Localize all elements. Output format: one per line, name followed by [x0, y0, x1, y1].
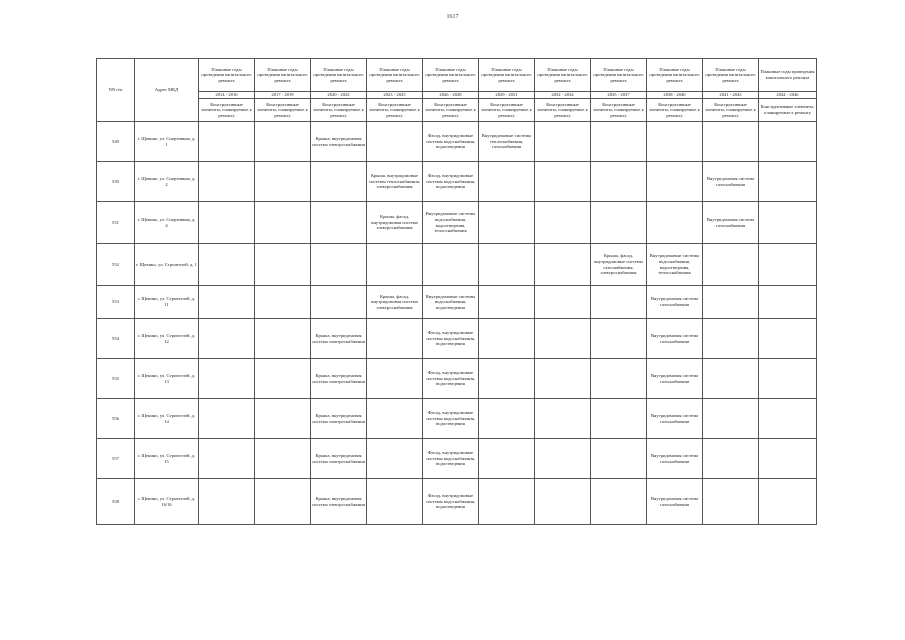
planned-work-cell — [311, 202, 367, 244]
planned-work-cell — [535, 439, 591, 479]
planned-work-cell — [591, 439, 647, 479]
table-body — [97, 122, 817, 525]
planned-work-cell — [199, 319, 255, 359]
planned-work-cell — [255, 286, 311, 319]
planned-work-cell: Фасад, внутридомовые системы водоснабжения, водоотведения — [423, 479, 479, 525]
planned-work-cell — [535, 244, 591, 286]
row-number: 553 — [97, 286, 135, 319]
planned-work-cell — [199, 439, 255, 479]
planned-work-cell: Внутридомовые системы водоснабжения, водоотведения — [423, 286, 479, 319]
elements-header: Конструктивные элементы, планируемые к ремонту — [199, 99, 255, 122]
planned-work-cell — [479, 399, 535, 439]
planned-work-cell — [759, 319, 817, 359]
planned-work-cell — [759, 244, 817, 286]
planned-work-cell — [535, 122, 591, 162]
planned-work-cell — [311, 286, 367, 319]
planned-work-cell — [367, 439, 423, 479]
table-row — [97, 479, 817, 525]
period-header: Плановые годы проведения капитального ремонта — [311, 59, 367, 92]
planned-work-cell — [255, 162, 311, 202]
table-row — [97, 202, 817, 244]
planned-work-cell — [479, 162, 535, 202]
planned-work-cell — [703, 439, 759, 479]
planned-work-cell — [535, 162, 591, 202]
planned-work-cell — [199, 286, 255, 319]
period-range: 2020 - 2022 — [311, 92, 367, 99]
planned-work-cell — [535, 286, 591, 319]
row-number: 554 — [97, 319, 135, 359]
planned-work-cell — [199, 244, 255, 286]
period-range: 2044 - 2046 — [759, 92, 817, 99]
planned-work-cell — [647, 162, 703, 202]
planned-work-cell — [703, 286, 759, 319]
period-range: 2032 - 2034 — [535, 92, 591, 99]
planned-work-cell — [647, 122, 703, 162]
table-row — [97, 359, 817, 399]
planned-work-cell — [199, 399, 255, 439]
row-number: 551 — [97, 202, 135, 244]
planned-work-cell: Внутридомовая система газоснабжения — [703, 162, 759, 202]
planned-work-cell: Внутридомовая система газоснабжения — [647, 439, 703, 479]
table-row — [97, 244, 817, 286]
planned-work-cell — [479, 244, 535, 286]
planned-work-cell — [759, 439, 817, 479]
elements-header: Конструктивные элементы, планируемые к ремонту — [255, 99, 311, 122]
planned-work-cell: Крыша, фасад, внутридомовые системы газоснабжения, электроснабжения — [591, 244, 647, 286]
planned-work-cell — [199, 479, 255, 525]
planned-work-cell — [759, 122, 817, 162]
elements-header: Конструктивные элементы, планируемые к ремонту — [479, 99, 535, 122]
period-header: Плановые годы проведения капитального ремонта — [535, 59, 591, 92]
table-row — [97, 286, 817, 319]
row-address: г. Щекино, ул. Строителей, д. 14 — [135, 399, 199, 439]
period-header: Плановые годы проведения капитального ремонта — [199, 59, 255, 92]
planned-work-cell: Крыша, внутридомовая система электроснабжения — [311, 319, 367, 359]
elements-header: Конструктивные элементы, планируемые к ремонту — [367, 99, 423, 122]
row-address: г. Щекино, ул. Строителей, д. 12 — [135, 319, 199, 359]
planned-work-cell — [703, 399, 759, 439]
period-range: 2017 - 2019 — [255, 92, 311, 99]
planned-work-cell — [255, 202, 311, 244]
row-address: г. Щекино, ул. Строителей, д. 16/16 — [135, 479, 199, 525]
planned-work-cell — [535, 359, 591, 399]
planned-work-cell — [535, 479, 591, 525]
planned-work-cell — [199, 359, 255, 399]
row-address: г. Щекино, ул. Строителей, д. 11 — [135, 286, 199, 319]
planned-work-cell — [255, 479, 311, 525]
planned-work-cell: Внутридомовая система газоснабжения — [647, 319, 703, 359]
planned-work-cell: Крыша, внутридомовая система электроснабжения — [311, 122, 367, 162]
elements-header: Конструктивные элементы, планируемые к ремонту — [311, 99, 367, 122]
elements-header: Конструктивные элементы, планируемые к ремонту — [591, 99, 647, 122]
planned-work-cell — [759, 479, 817, 525]
row-number: 556 — [97, 399, 135, 439]
num-header: NN п/п — [97, 59, 135, 122]
row-address: г. Щекино, ул. Спортивная, д. 1 — [135, 122, 199, 162]
table-row — [97, 122, 817, 162]
row-number: 549 — [97, 122, 135, 162]
planned-work-cell: Крыша, фасад, внутридомовая система электроснабжения — [367, 286, 423, 319]
planned-work-cell: Фасад, внутридомовые системы водоснабжения, водоотведения — [423, 319, 479, 359]
planned-work-cell: Крыша, внутридомовая система электроснабжения — [311, 479, 367, 525]
planned-work-cell: Внутридомовая система газоснабжения — [647, 399, 703, 439]
elements-header: Конструктивные элементы, планируемые к ремонту — [423, 99, 479, 122]
row-number: 557 — [97, 439, 135, 479]
planned-work-cell — [759, 286, 817, 319]
period-header: Плановые годы проведения капитального ремонта — [479, 59, 535, 92]
period-header: Плановые годы проведения капитального ремонта — [647, 59, 703, 92]
period-range: 2014 - 2016 — [199, 92, 255, 99]
planned-work-cell — [759, 399, 817, 439]
planned-work-cell — [591, 286, 647, 319]
planned-work-cell — [311, 244, 367, 286]
planned-work-cell: Фасад, внутридомовые системы водоснабжения, водоотведения — [423, 439, 479, 479]
row-address: г. Щекино, ул. Спортивная, д. 2 — [135, 162, 199, 202]
period-range: 2038 - 2040 — [647, 92, 703, 99]
planned-work-cell — [255, 439, 311, 479]
planned-work-cell — [479, 479, 535, 525]
page-number: 1617 — [446, 14, 459, 20]
planned-work-cell — [255, 399, 311, 439]
planned-work-cell: Фасад, внутридомовые системы водоснабжения, водоотведения — [423, 359, 479, 399]
period-range: 2035 - 2037 — [591, 92, 647, 99]
table-header — [97, 59, 817, 122]
planned-work-cell — [591, 162, 647, 202]
planned-work-cell — [759, 359, 817, 399]
period-range: 2023 - 2025 — [367, 92, 423, 99]
row-number: 552 — [97, 244, 135, 286]
row-address: г. Щекино, ул. Строителей, д. 1 — [135, 244, 199, 286]
planned-work-cell — [703, 122, 759, 162]
planned-work-cell: Крыша, фасад, внутридомовая система электроснабжения — [367, 202, 423, 244]
table-row — [97, 319, 817, 359]
elements-header: Конструктивные элементы, планируемые к ремонту — [759, 99, 817, 122]
planned-work-cell — [479, 286, 535, 319]
period-header: Плановые годы проведения капитального ремонта — [423, 59, 479, 92]
planned-work-cell — [535, 202, 591, 244]
planned-work-cell — [591, 399, 647, 439]
row-number: 550 — [97, 162, 135, 202]
planned-work-cell: Фасад, внутридомовые системы водоснабжения, водоотведения — [423, 162, 479, 202]
planned-work-cell: Фасад, внутридомовые системы водоснабжения, водоотведения — [423, 399, 479, 439]
planned-work-cell — [199, 202, 255, 244]
planned-work-cell — [703, 359, 759, 399]
planned-work-cell — [199, 122, 255, 162]
planned-work-cell — [367, 244, 423, 286]
planned-work-cell: Крыша, внутридомовая система электроснабжения — [311, 439, 367, 479]
capital-repair-plan-table — [96, 58, 817, 525]
address-header: Адрес МКД — [135, 59, 199, 122]
period-header: Плановые годы проведения капитального ремонта — [367, 59, 423, 92]
planned-work-cell — [255, 122, 311, 162]
planned-work-cell — [591, 122, 647, 162]
planned-work-cell — [591, 359, 647, 399]
planned-work-cell — [367, 479, 423, 525]
elements-header: Конструктивные элементы, планируемые к ремонту — [647, 99, 703, 122]
planned-work-cell: Внутридомовые системы водоснабжения, водоотведения, теплоснабжения — [423, 202, 479, 244]
planned-work-cell — [255, 359, 311, 399]
planned-work-cell — [591, 319, 647, 359]
elements-header: Конструктивные элементы, планируемые к ремонту — [535, 99, 591, 122]
planned-work-cell — [591, 202, 647, 244]
row-address: г. Щекино, ул. Спортивная, д. 4 — [135, 202, 199, 244]
row-address: г. Щекино, ул. Строителей, д. 15 — [135, 439, 199, 479]
planned-work-cell — [703, 479, 759, 525]
planned-work-cell — [535, 319, 591, 359]
row-number: 555 — [97, 359, 135, 399]
planned-work-cell — [535, 399, 591, 439]
planned-work-cell — [591, 479, 647, 525]
period-header: Плановые годы проведения капитального ремонта — [759, 59, 817, 92]
planned-work-cell: Крыша, внутридомовая система электроснабжения — [311, 359, 367, 399]
planned-work-cell — [479, 359, 535, 399]
planned-work-cell — [367, 399, 423, 439]
planned-work-cell: Внутридомовая система газоснабжения — [647, 479, 703, 525]
planned-work-cell: Фасад, внутридомовые системы водоснабжения, водоотведения — [423, 122, 479, 162]
planned-work-cell — [759, 162, 817, 202]
planned-work-cell — [479, 202, 535, 244]
planned-work-cell: Внутридомовая система газоснабжения — [647, 359, 703, 399]
planned-work-cell — [311, 162, 367, 202]
planned-work-cell — [367, 122, 423, 162]
period-header: Плановые годы проведения капитального ремонта — [591, 59, 647, 92]
table-row — [97, 439, 817, 479]
planned-work-cell: Внутридомовая система газоснабжения — [647, 286, 703, 319]
planned-work-cell — [423, 244, 479, 286]
planned-work-cell — [703, 244, 759, 286]
row-number: 558 — [97, 479, 135, 525]
table-row — [97, 399, 817, 439]
table-row — [97, 162, 817, 202]
period-range: 2041 - 2043 — [703, 92, 759, 99]
planned-work-cell — [759, 202, 817, 244]
elements-header: Конструктивные элементы, планируемые к ремонту — [703, 99, 759, 122]
planned-work-cell — [479, 319, 535, 359]
row-address: г. Щекино, ул. Строителей, д. 13 — [135, 359, 199, 399]
planned-work-cell — [703, 319, 759, 359]
planned-work-cell — [647, 202, 703, 244]
planned-work-cell — [479, 439, 535, 479]
planned-work-cell: Крыша, внутридомовая система электроснабжения — [311, 399, 367, 439]
planned-work-cell: Внутридомовые системы водоснабжения, водоотведения, теплоснабжения — [647, 244, 703, 286]
planned-work-cell — [255, 244, 311, 286]
planned-work-cell — [367, 359, 423, 399]
period-header: Плановые годы проведения капитального ремонта — [255, 59, 311, 92]
planned-work-cell: Внутридомовая система газоснабжения — [703, 202, 759, 244]
period-header: Плановые годы проведения капитального ремонта — [703, 59, 759, 92]
period-range: 2029 - 2031 — [479, 92, 535, 99]
period-range: 2026 - 2028 — [423, 92, 479, 99]
planned-work-cell — [367, 319, 423, 359]
planned-work-cell: Крыша, внутридомовые системы теплоснабжения, электроснабжения — [367, 162, 423, 202]
planned-work-cell — [199, 162, 255, 202]
planned-work-cell — [255, 319, 311, 359]
planned-work-cell: Внутридомовые системы теплоснабжения, газоснабжения — [479, 122, 535, 162]
